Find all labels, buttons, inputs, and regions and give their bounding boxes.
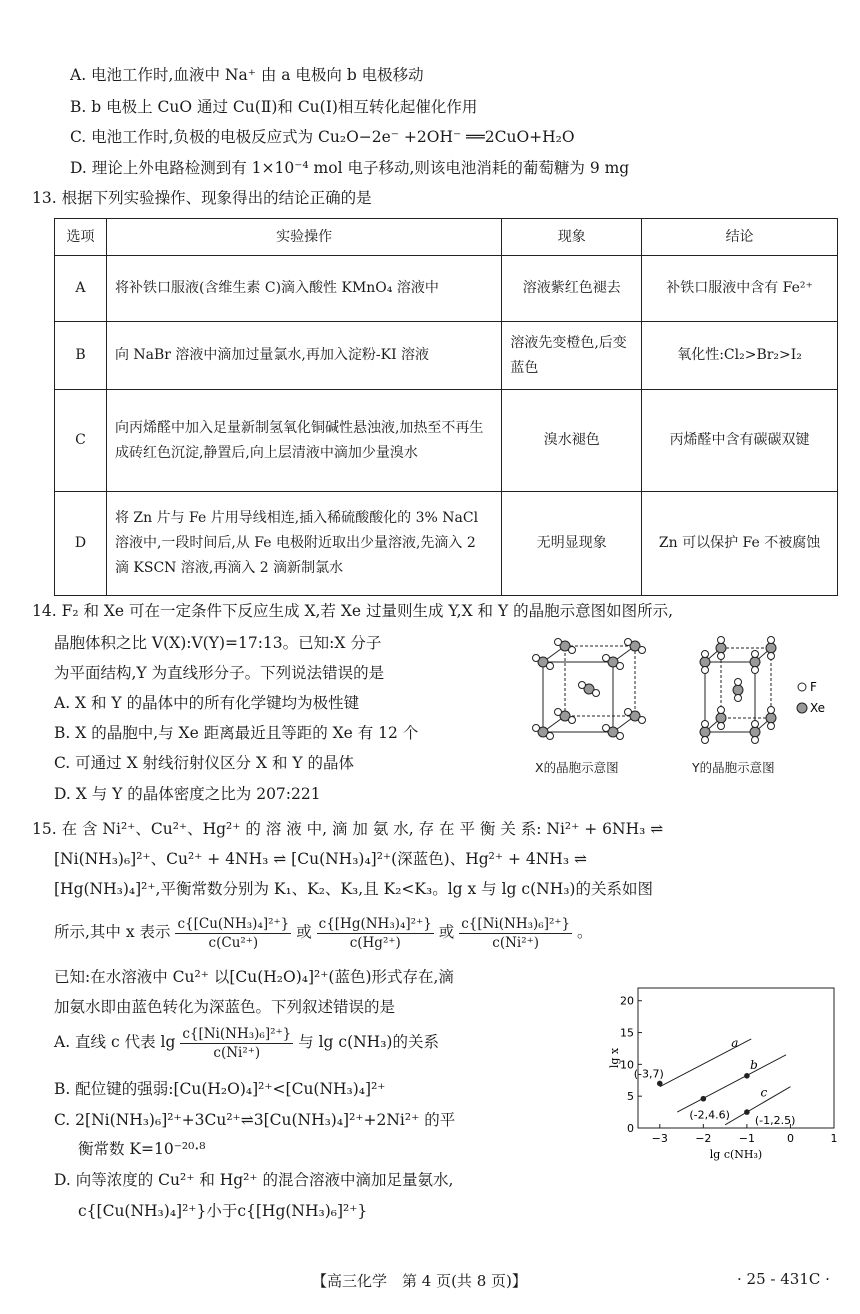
q15-line-1: 15. 在 含 Ni²⁺、Cu²⁺、Hg²⁺ 的 溶 液 中, 滴 加 氨 水, 存 在 平 衡 关 系: Ni²⁺ + 6NH₃ ⇌ <box>32 820 664 838</box>
f-atom <box>752 721 759 728</box>
row-option: C <box>55 390 107 492</box>
or-word-2: 或 <box>438 923 455 941</box>
data-point-label: (-2,4.6) <box>689 1108 730 1122</box>
q15-line-3: [Hg(NH₃)₄]²⁺,平衡常数分别为 K₁、K₂、K₃,且 K₂<K₃。lg x 与 lg c(NH₃)的关系如图 <box>54 880 653 898</box>
xe-atom <box>700 657 710 667</box>
series-label-c: c <box>760 1085 768 1100</box>
f-atom <box>702 721 709 728</box>
q13-table <box>54 218 838 596</box>
row-conclusion: Zn 可以保护 Fe 不被腐蚀 <box>642 492 838 596</box>
row-phenomenon: 溴水褪色 <box>502 390 642 492</box>
or-word-1: 或 <box>296 923 312 941</box>
xe-atom <box>766 643 776 653</box>
x-tick-label: −1 <box>738 1132 755 1145</box>
q14-option-d: D. X 与 Y 的晶体密度之比为 207:221 <box>54 785 321 803</box>
q12-option-b: B. b 电极上 CuO 通过 Cu(Ⅱ)和 Cu(Ⅰ)相互转化起催化作用 <box>70 98 478 116</box>
option-a-start: A. 直线 c 代表 lg <box>54 1033 176 1051</box>
row-option: B <box>55 322 107 390</box>
f-atom <box>718 653 725 660</box>
xe-atom <box>733 685 743 695</box>
f-atom <box>617 733 624 740</box>
row-operation: 将 Zn 片与 Fe 片用导线相连,插入稀硫酸酸化的 3% NaCl 溶液中,一段时间后,从 Fe 电极附近取出少量溶液,先滴入 2 滴 KSCN 溶液,再滴入 2 滴新制氯水 <box>106 492 501 596</box>
fraction-ni <box>459 915 572 952</box>
q15-option-a <box>54 1022 439 1062</box>
xe-atom <box>716 643 726 653</box>
series-label-a: a <box>731 1035 739 1050</box>
lgx-vs-lgc-chart <box>608 980 848 1170</box>
q14-line-2: 晶胞体积之比 V(X):V(Y)=17:13。已知:X 分子 <box>54 634 382 652</box>
q14-option-c: C. 可通过 X 射线衍射仪区分 X 和 Y 的晶体 <box>54 754 355 772</box>
x-tick-label: −3 <box>651 1132 668 1145</box>
q15-line-4 <box>54 912 593 952</box>
f-atom <box>718 707 725 714</box>
xe-atom <box>766 713 776 723</box>
f-atom <box>752 737 759 744</box>
option-a-end: 与 lg c(NH₃)的关系 <box>298 1033 439 1051</box>
data-point <box>744 1109 750 1115</box>
f-atom <box>547 663 554 670</box>
q15-option-b: B. 配位键的强弱:[Cu(H₂O)₄]²⁺<[Cu(NH₃)₄]²⁺ <box>54 1080 386 1098</box>
f-atom <box>569 717 576 724</box>
legend <box>797 680 825 715</box>
table-row <box>55 492 838 596</box>
fraction-cu <box>175 915 291 952</box>
y-tick-label: 15 <box>620 1026 634 1040</box>
q15-option-d-line-2: c{[Cu(NH₃)₄]²⁺}小于c{[Hg(NH₃)₆]²⁺} <box>78 1202 368 1220</box>
fluorine-legend-icon <box>798 683 806 691</box>
fraction-hg-num: c{[Hg(NH₃)₄]²⁺} <box>318 915 432 932</box>
f-atom <box>533 655 540 662</box>
f-atom <box>735 695 742 702</box>
fraction-hg-den: c(Hg²⁺) <box>349 934 401 951</box>
q14-option-a: A. X 和 Y 的晶体中的所有化学键均为极性键 <box>54 694 360 712</box>
row-operation: 向丙烯醛中加入足量新制氢氧化铜碱性悬浊液,加热至不再生成砖红色沉淀,静置后,向上层清液中滴加少量溴水 <box>106 390 501 492</box>
q14-line-1: 14. F₂ 和 Xe 可在一定条件下反应生成 X,若 Xe 过量则生成 Y,X 和 Y 的晶胞示意图如图所示, <box>32 602 674 620</box>
table-row <box>55 322 838 390</box>
data-point <box>657 1081 663 1087</box>
f-atom <box>702 651 709 658</box>
y-tick-label: 10 <box>620 1058 634 1072</box>
footer-code: · 25 - 431C · <box>737 1270 830 1288</box>
xe-atom <box>716 713 726 723</box>
f-atom <box>639 717 646 724</box>
y-tick-label: 5 <box>627 1090 634 1104</box>
row-option: A <box>55 256 107 322</box>
fraction-ni-num: c{[Ni(NH₃)₆]²⁺} <box>461 915 571 932</box>
row-phenomenon: 无明显现象 <box>502 492 642 596</box>
q15-option-c-line-1: C. 2[Ni(NH₃)₆]²⁺+3Cu²⁺⇌3[Cu(NH₃)₄]²⁺+2Ni²⁺ 的平 <box>54 1111 456 1129</box>
xenon-legend-icon <box>797 703 807 713</box>
data-point <box>744 1073 750 1079</box>
f-atom <box>603 655 610 662</box>
fraction-hg <box>317 915 434 952</box>
atoms <box>533 637 777 744</box>
caption-x-cell: X的晶胞示意图 <box>535 760 619 775</box>
f-atom <box>702 737 709 744</box>
f-atom <box>625 709 632 716</box>
xe-atom <box>700 727 710 737</box>
series-label-b: b <box>750 1057 758 1072</box>
f-atom <box>718 637 725 644</box>
f-atom <box>579 682 586 689</box>
header-phenomenon: 现象 <box>502 219 642 256</box>
f-atom <box>617 663 624 670</box>
q15-line-4-start: 所示,其中 x 表示 <box>54 923 171 941</box>
crystal-cells-figure <box>525 632 855 752</box>
q14-option-b: B. X 的晶胞中,与 Xe 距离最近且等距的 Xe 有 12 个 <box>54 724 419 742</box>
x-axis-label: lg c(NH₃) <box>709 1148 763 1161</box>
row-conclusion: 氧化性:Cl₂>Br₂>I₂ <box>642 322 838 390</box>
q15-option-d-line-1: D. 向等浓度的 Cu²⁺ 和 Hg²⁺ 的混合溶液中滴加足量氨水, <box>54 1171 454 1189</box>
x-tick-label: 0 <box>786 1132 794 1145</box>
fraction-option-a-den: c(Ni²⁺) <box>213 1044 261 1061</box>
q15-line-2: [Ni(NH₃)₆]²⁺、Cu²⁺ + 4NH₃ ⇌ [Cu(NH₃)₄]²⁺(深蓝色)、Hg²⁺ + 4NH₃ ⇌ <box>54 850 587 868</box>
f-atom <box>752 651 759 658</box>
table-row <box>55 390 838 492</box>
period: 。 <box>577 923 593 941</box>
f-atom <box>555 709 562 716</box>
y-tick-label: 20 <box>620 994 634 1008</box>
caption-y-cell: Y的晶胞示意图 <box>692 760 775 775</box>
f-atom <box>547 733 554 740</box>
q12-option-d: D. 理论上外电路检测到有 1×10⁻⁴ mol 电子移动,则该电池消耗的葡萄糖为 9 mg <box>70 159 630 177</box>
legend-xe-label: Xe <box>810 701 826 715</box>
xe-atom <box>750 657 760 667</box>
fraction-cu-num: c{[Cu(NH₃)₄]²⁺} <box>177 915 290 932</box>
f-atom <box>603 725 610 732</box>
row-operation: 将补铁口服液(含维生素 C)滴入酸性 KMnO₄ 溶液中 <box>106 256 501 322</box>
row-conclusion: 补铁口服液中含有 Fe²⁺ <box>642 256 838 322</box>
header-option: 选项 <box>55 219 107 256</box>
q15-option-c-line-2: 衡常数 K=10⁻²⁰·⁸ <box>78 1140 206 1158</box>
f-atom <box>752 667 759 674</box>
table-header-row <box>55 219 838 256</box>
footer-page-info: 【高三化学 第 4 页(共 8 页)】 <box>312 1272 527 1290</box>
y-tick-label: 0 <box>627 1122 634 1135</box>
row-phenomenon: 溶液先变橙色,后变蓝色 <box>502 322 642 390</box>
fraction-option-a <box>180 1025 293 1062</box>
f-atom <box>625 639 632 646</box>
y-axis-label: lg x <box>608 1047 621 1069</box>
header-conclusion: 结论 <box>642 219 838 256</box>
row-phenomenon: 溶液紫红色褪去 <box>502 256 642 322</box>
q12-option-a: A. 电池工作时,血液中 Na⁺ 由 a 电极向 b 电极移动 <box>70 66 424 84</box>
table-row <box>55 256 838 322</box>
q15-line-5: 已知:在水溶液中 Cu²⁺ 以[Cu(H₂O)₄]²⁺(蓝色)形式存在,滴 <box>54 968 454 986</box>
data-point <box>701 1096 707 1102</box>
f-atom <box>768 637 775 644</box>
fraction-option-a-num: c{[Ni(NH₃)₆]²⁺} <box>182 1025 292 1042</box>
q13-stem: 13. 根据下列实验操作、现象得出的结论正确的是 <box>32 189 372 207</box>
series-line-b <box>677 1055 786 1112</box>
plot-frame <box>638 988 834 1128</box>
x-tick-label: −2 <box>695 1132 712 1145</box>
row-conclusion: 丙烯醛中含有碳碳双键 <box>642 390 838 492</box>
q12-option-c: C. 电池工作时,负极的电极反应式为 Cu₂O−2e⁻ +2OH⁻ ══2CuO+H₂O <box>70 128 575 146</box>
f-atom <box>555 639 562 646</box>
x-tick-label: 1 <box>830 1132 838 1145</box>
data-point-label: (-3,7) <box>633 1067 664 1081</box>
data-point-label: (-1,2.5) <box>754 1114 796 1128</box>
f-atom <box>768 653 775 660</box>
q15-line-6: 加氨水即由蓝色转化为深蓝色。下列叙述错误的是 <box>54 998 396 1016</box>
fraction-cu-den: c(Cu²⁺) <box>208 934 259 951</box>
xe-atom <box>750 727 760 737</box>
f-atom <box>718 723 725 730</box>
header-operation: 实验操作 <box>106 219 501 256</box>
f-atom <box>593 690 600 697</box>
f-atom <box>569 647 576 654</box>
f-atom <box>768 723 775 730</box>
f-atom <box>702 667 709 674</box>
row-operation: 向 NaBr 溶液中滴加过量氯水,再加入淀粉-KI 溶液 <box>106 322 501 390</box>
fraction-ni-den: c(Ni²⁺) <box>492 934 540 951</box>
q14-line-3: 为平面结构,Y 为直线形分子。下列说法错误的是 <box>54 664 385 682</box>
f-atom <box>735 679 742 686</box>
f-atom <box>768 707 775 714</box>
row-option: D <box>55 492 107 596</box>
f-atom <box>639 647 646 654</box>
f-atom <box>533 725 540 732</box>
legend-f-label: F <box>810 680 817 694</box>
